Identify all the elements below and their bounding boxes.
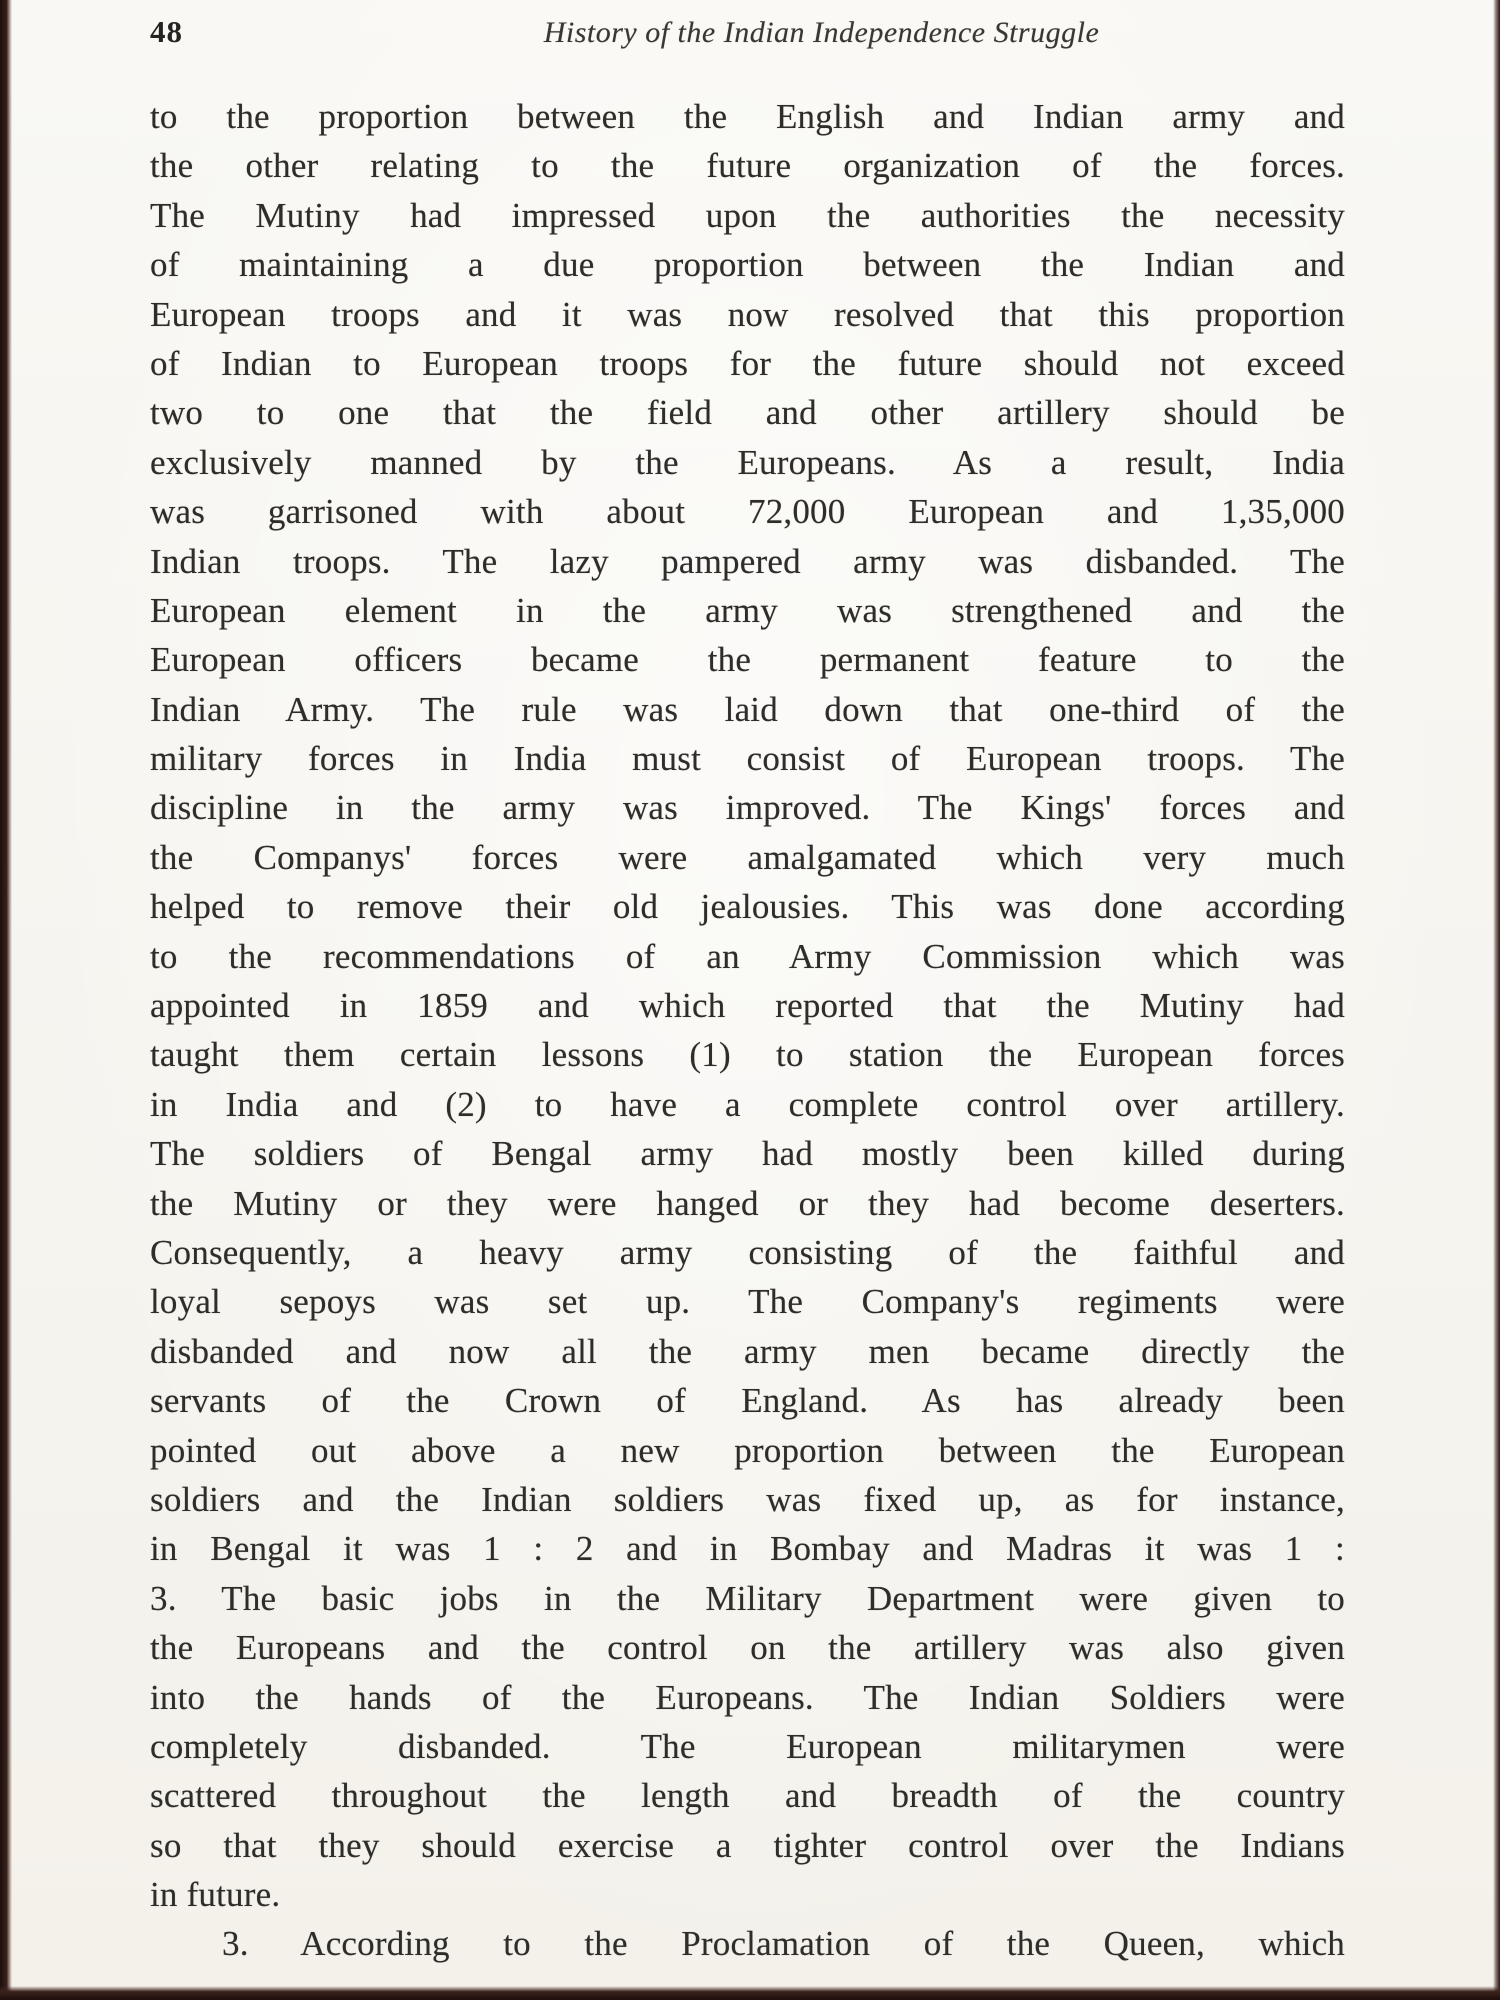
text-line: the other relating to the future organization of the forces. <box>150 146 1345 186</box>
text-line: two to one that the field and other artillery should be <box>150 393 1345 433</box>
scan-edge-bottom <box>0 1986 1500 2000</box>
running-title: History of the Indian Independence Struggle <box>543 16 1100 49</box>
scan-edge-left <box>0 0 12 2000</box>
text-line: taught them certain lessons (1) to station the European forces <box>150 1035 1345 1075</box>
text-line: servants of the Crown of England. As has already been <box>150 1381 1345 1421</box>
text-line: helped to remove their old jealousies. This was done according <box>150 887 1345 927</box>
text-line: pointed out above a new proportion between the European <box>150 1430 1345 1470</box>
text-line: The Mutiny had impressed upon the authorities the necessity <box>150 195 1345 235</box>
text-line: Consequently, a heavy army consisting of the faithful and <box>150 1232 1345 1272</box>
text-line: exclusively manned by the Europeans. As a result, India <box>150 442 1345 482</box>
text-line: 3. According to the Proclamation of the Queen, which <box>222 1924 1345 1964</box>
text-line: in India and (2) to have a complete control over artillery. <box>150 1084 1345 1124</box>
text-line: discipline in the army was improved. The Kings' forces and <box>150 788 1345 828</box>
text-line: was garrisoned with about 72,000 European and 1,35,000 <box>150 492 1345 532</box>
text-line: Indian troops. The lazy pampered army was disbanded. The <box>150 541 1345 581</box>
text-line: loyal sepoys was set up. The Company's regiments were <box>150 1282 1345 1322</box>
text-line: of maintaining a due proportion between the Indian and <box>150 245 1345 285</box>
text-line: the Mutiny or they were hanged or they had become deserters. <box>150 1183 1345 1223</box>
text-line: to the recommendations of an Army Commission which was <box>150 936 1345 976</box>
text-line: completely disbanded. The European militarymen were <box>150 1726 1345 1766</box>
text-line: to the proportion between the English and Indian army and <box>150 97 1345 136</box>
text-line: soldiers and the Indian soldiers was fixed up, as for instance, <box>150 1479 1345 1519</box>
text-line: military forces in India must consist of European troops. The <box>150 739 1345 779</box>
text-line: scattered throughout the length and breadth of the country <box>150 1776 1345 1816</box>
text-line: European officers became the permanent feature to the <box>150 640 1345 680</box>
text-line: in future. <box>150 1875 281 1915</box>
text-line: The soldiers of Bengal army had mostly been killed during <box>150 1134 1345 1174</box>
text-line: European element in the army was strengthened and the <box>150 590 1345 630</box>
page-number: 48 <box>150 14 183 49</box>
text-line: the Europeans and the control on the artillery was also given <box>150 1628 1345 1668</box>
body-text <box>150 92 1345 1969</box>
text-line: so that they should exercise a tighter control over the Indians <box>150 1825 1345 1865</box>
text-line: the Companys' forces were amalgamated which very much <box>150 837 1345 877</box>
text-line: in Bengal it was 1 : 2 and in Bombay and Madras it was 1 : <box>150 1529 1345 1569</box>
page-header <box>150 14 1340 50</box>
text-line: European troops and it was now resolved that this proportion <box>150 294 1345 334</box>
scan-edge-right <box>1493 0 1500 2000</box>
text-line: Indian Army. The rule was laid down that one-third of the <box>150 689 1345 729</box>
text-line: into the hands of the Europeans. The Indian Soldiers were <box>150 1677 1345 1717</box>
text-line: 3. The basic jobs in the Military Department were given to <box>150 1578 1345 1618</box>
text-line: disbanded and now all the army men became directly the <box>150 1331 1345 1371</box>
text-line: appointed in 1859 and which reported that the Mutiny had <box>150 986 1345 1026</box>
text-line: of Indian to European troops for the future should not exceed <box>150 343 1345 383</box>
